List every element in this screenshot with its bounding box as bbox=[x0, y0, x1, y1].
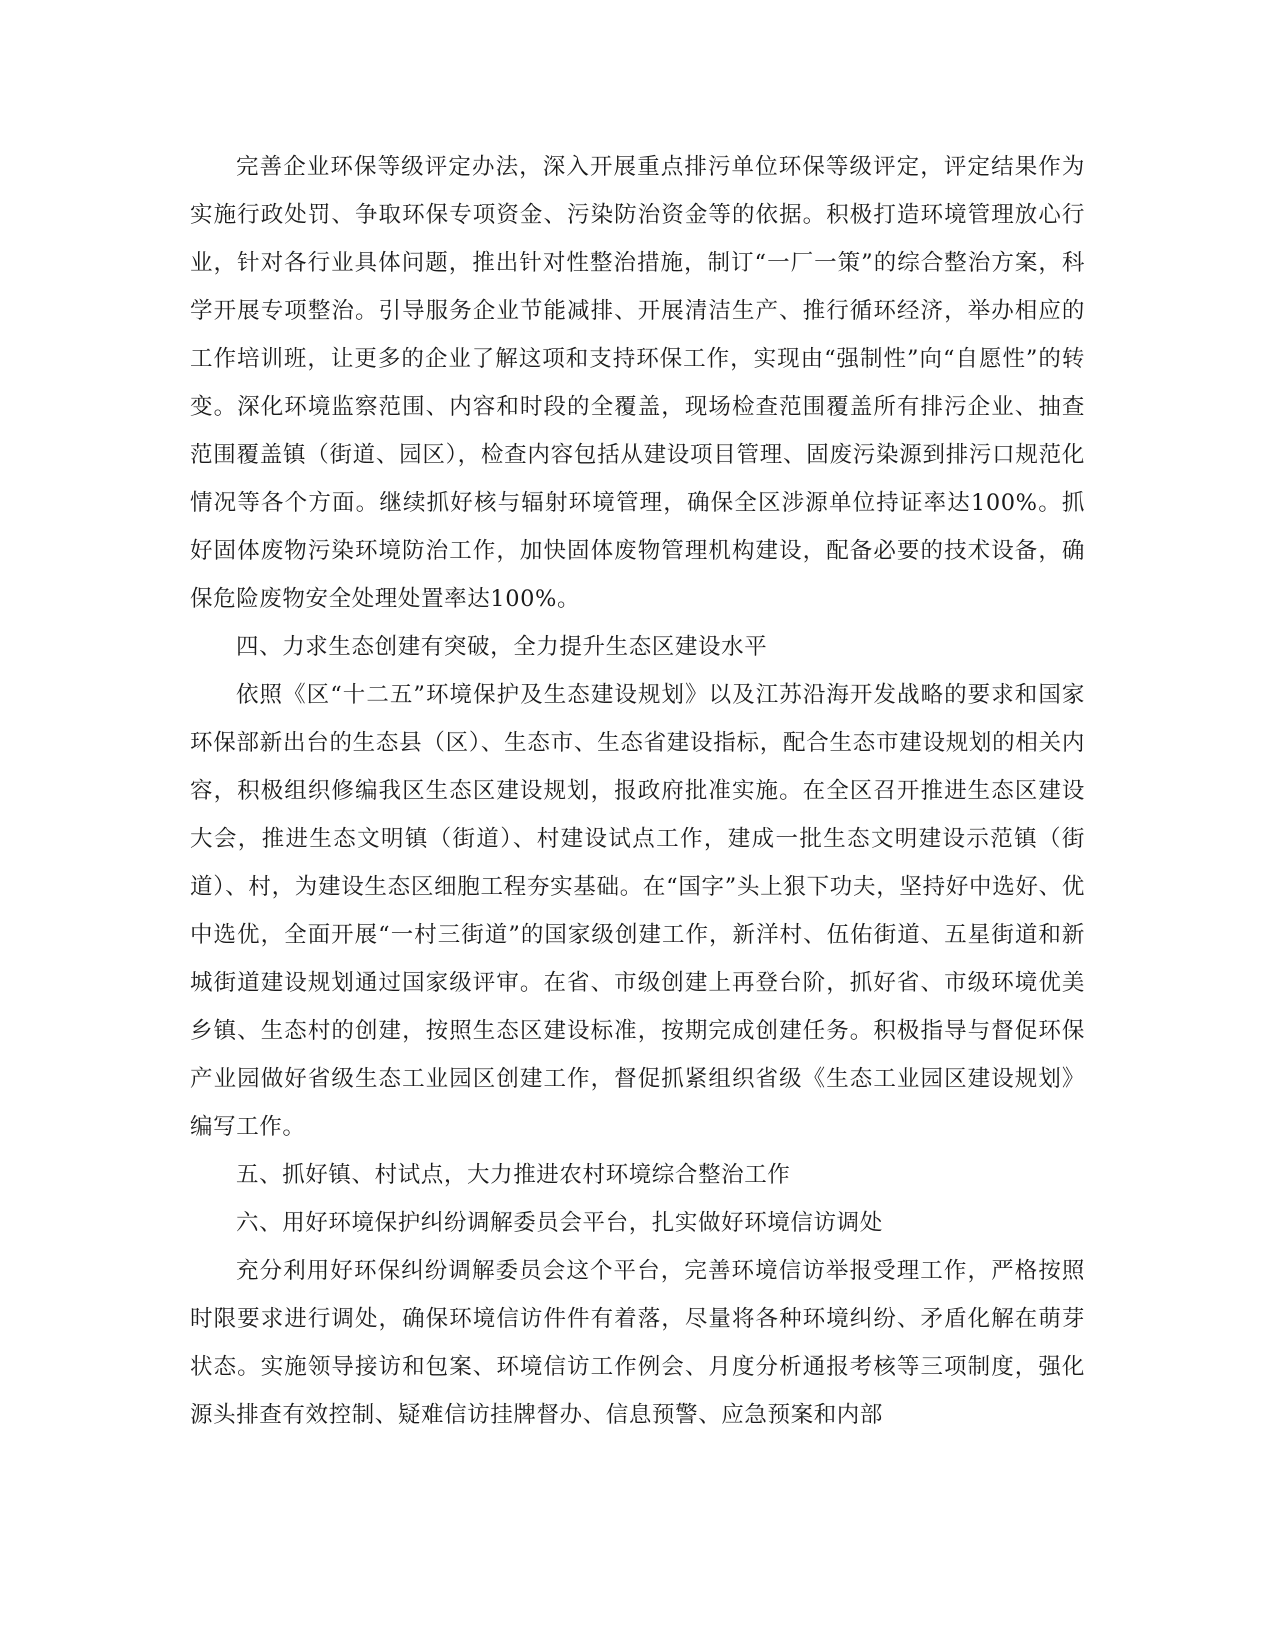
paragraph-ecological-plan: 依照《区“十二五”环境保护及生态建设规划》以及江苏沿海开发战略的要求和国家环保部新出台的生态县（区）、生态市、生态省建设指标，配合生态市建设规划的相关内容，积极组织修编我区生态区建设规划，报政府批准实施。在全区召开推进生态区建设大会，推进生态文明镇（街道）、村建设试点工作，建成一批生态文明建设示范镇（街道）、村，为建设生态区细胞工程夯实基础。在“国字”头上狠下功夫，坚持好中选好、优中选优，全面开展“一村三街道”的国家级创建工作，新洋村、伍佑街道、五星街道和新城街道建设规划通过国家级评审。在省、市级创建上再登台阶，抓好省、市级环境优美乡镇、生态村的创建，按照生态区建设标准，按期完成创建任务。积极指导与督促环保产业园做好省级生态工业园区创建工作，督促抓紧组织省级《生态工业园区建设规划》编写工作。 bbox=[190, 682, 1085, 1140]
paragraph-enterprise-rating: 完善企业环保等级评定办法，深入开展重点排污单位环保等级评定，评定结果作为实施行政处罚、争取环保专项资金、污染防治资金等的依据。积极打造环境管理放心行业，针对各行业具体问题，推出针对性整治措施，制订“一厂一策”的综合整治方案，科学开展专项整治。引导服务企业节能减排、开展清洁生产、推行循环经济，举办相应的工作培训班，让更多的企业了解这项和支持环保工作，实现由“强制性”向“自愿性”的转变。深化环境监察范围、内容和时段的全覆盖，现场检查范围覆盖所有排污企业、抽查范围覆盖镇（街道、园区），检查内容包括从建设项目管理、固废污染源到排污口规范化情况等各个方面。继续抓好核与辐射环境管理，确保全区涉源单位持证率达100%。抓好固体废物污染环境防治工作，加快固体废物管理机构建设，配备必要的技术设备，确保危险废物安全处理处置率达100%。 bbox=[190, 154, 1085, 612]
paragraph-petition-handling: 充分利用好环保纠纷调解委员会这个平台，完善环境信访举报受理工作，严格按照时限要求进行调处，确保环境信访件件有着落，尽量将各种环境纠纷、矛盾化解在萌芽状态。实施领导接访和包案、环境信访工作例会、月度分析通报考核等三项制度，强化源头排查有效控制、疑难信访挂牌督办、信息预警、应急预案和内部 bbox=[190, 1258, 1085, 1428]
heading-dispute-mediation: 六、用好环境保护纠纷调解委员会平台，扎实做好环境信访调处 bbox=[236, 1210, 883, 1236]
heading-rural-pilot: 五、抓好镇、村试点，大力推进农村环境综合整治工作 bbox=[236, 1162, 791, 1188]
heading-ecological-construction: 四、力求生态创建有突破，全力提升生态区建设水平 bbox=[236, 634, 768, 660]
